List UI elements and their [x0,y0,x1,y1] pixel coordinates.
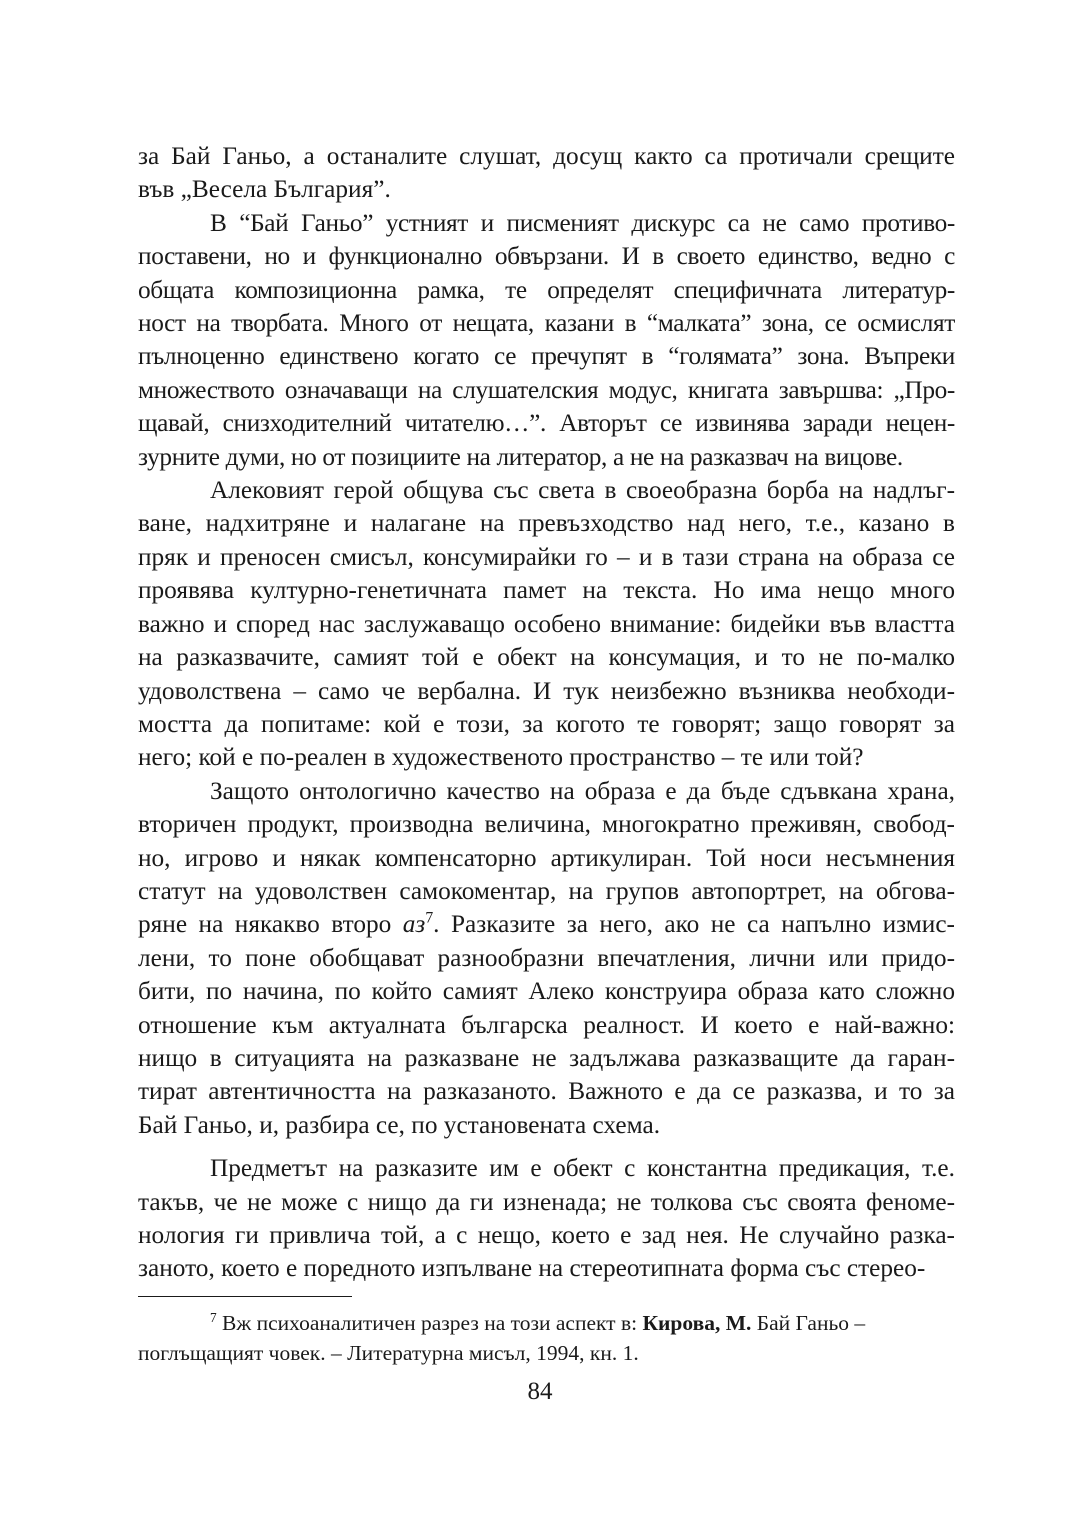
text-line: пряк и преносен смисъл, консумирайки го – и в тази страна на образа се [138,542,955,571]
text-line: тират автентичността на разказаното. Важното е да се разказва, и то за [138,1077,955,1106]
paragraph [138,474,955,775]
text-line: щавай, снизходителний читателю…”. Авторът се извинява заради нецен- [138,409,955,438]
footnote-text-after: Бай Ганьо – [751,1311,866,1335]
text-line: мостта да попитаме: кой е този, за когото те говорят; защо говорят за [138,709,955,738]
text-line: В “Бай Ганьо” устният и писменият дискурс са не само противо- [210,208,955,237]
text-line: отношение към актуалната българска реалност. И което е най-важно: [138,1010,955,1039]
footnote-marker: 7 [210,1309,217,1325]
text-line: проявява културно-генетичната памет на текста. Но има нещо много [138,576,955,605]
text-line: но, игрово и някак компенсаторно артикулиран. Той носи несъмнения [138,843,955,872]
text-line: важно и според нас заслужаващо особено внимание: бидейки във властта [138,609,955,638]
page-number: 84 [527,1378,553,1405]
paragraph [138,775,955,1142]
text-line: ност на творбата. Много от нещата, казани в “малката” зона, се осмислят [138,309,955,338]
text-line: за Бай Ганьо, а останалите слушат, досущ както са протичали срещите [138,142,955,170]
text-line: ване, надхитряне и налагане на превъзходство над него, т.е., казано в [138,509,955,538]
text-line: общата композиционна рамка, те определят специфичната литератур- [138,275,955,304]
text-line: нология ги привлича той, а с нещо, което е зад нея. Не случайно разка- [138,1221,955,1249]
text-line: удоволствена – само че вербална. И тук неизбежно възниква необходи- [138,676,955,705]
text-line: лени, то поне обобщават разнообразни впечатления, лични или придо- [138,943,955,972]
text-line: зурните думи, но от позициите на литератор, а не на разказвач на вицове. [138,442,903,471]
paragraph [138,140,955,207]
text-line: нищо в ситуацията на разказване не задължава разказващите да гаран- [138,1043,955,1072]
footnote-line-2: поглъщащият човек. – Литературна мисъл, 1994, кн. 1. [138,1341,639,1365]
paragraph-gap [138,1142,955,1152]
text-line: бити, по начина, по който самият Алеко конструира образа като сложно [138,977,955,1006]
text-line: него; кой е по-реален в художественото пространство – те или той? [138,743,864,772]
text-line: Бай Ганьо, и, разбира се, по установената схема. [138,1110,661,1139]
footnote-line-1 [138,1308,955,1338]
text-line: Предметът на разказите им е обект с константна предикация, т.е. [210,1154,955,1183]
text-line: поставени, но и функционално обвързани. И в своето единство, ведно с [138,242,955,271]
paragraph [138,207,955,474]
text-line: Защото онтологично качество на образа е да бъде сдъвкана храна, [210,776,955,805]
text-line: пълноценно единствено когато се пречупят в “голямата” зона. Въпреки [138,342,955,371]
footnote-author: Кирова, М. [642,1311,752,1335]
footnote [138,1308,955,1368]
italic-term: аз [402,910,426,939]
text-line: статут на удоволствен самокоментар, на групов автопортрет, на обгова- [138,876,955,905]
text-line: множеството означаващи на слушателския модус, книгата завършва: „Про- [138,375,955,404]
text-line: Алековият герой общува със света в своеобразна борба на надлъг- [210,476,955,505]
footnote-separator [138,1296,352,1297]
footnote-reference[interactable]: 7 [425,909,434,927]
text-line: заното, което е поредното изпълване на стереотипната форма със стерео- [138,1254,926,1283]
text-line: ряне на някакво второ $аз^7$. Разказите за него, ако не са напълно измис- [138,909,955,939]
text-line: във „Весела България”. [138,175,391,204]
body-text [138,140,955,1286]
text-line: вторичен продукт, производна величина, многократно преживян, свобод- [138,810,955,839]
footnote-text-before: Вж психоаналитичен разрез на този аспект в: [216,1311,643,1335]
text-line: такъв, че не може с нищо да ги изненада; не толкова със своята феноме- [138,1187,955,1216]
paragraph [138,1152,955,1286]
text-line: на разказвачите, самият той е обект на консумация, и то не по-малко [138,643,955,672]
